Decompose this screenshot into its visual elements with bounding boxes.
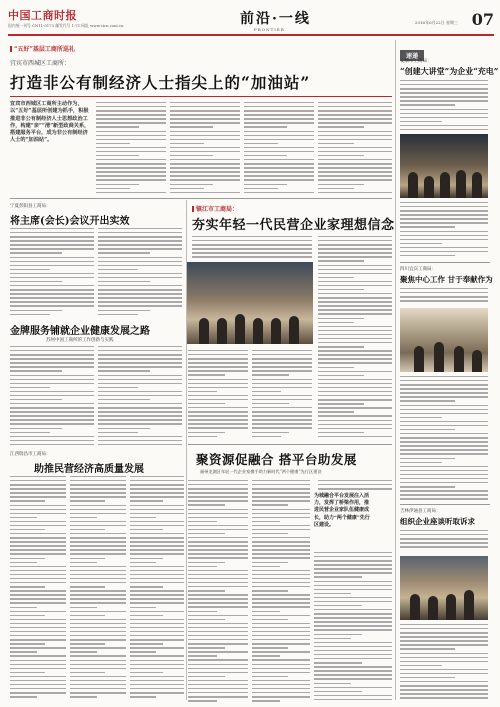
right-column-label-text: 速递 bbox=[400, 50, 424, 61]
section-divider-1 bbox=[10, 198, 392, 199]
section-title: 前沿·一线 bbox=[240, 11, 311, 27]
article4-body-col3 bbox=[130, 476, 184, 701]
main-kicker: “五好”基层工商所巡礼 bbox=[10, 44, 75, 53]
right-item1-body bbox=[400, 80, 488, 132]
article2-headline: 将主席(会长)会议开出实效 bbox=[10, 216, 130, 227]
masthead bbox=[8, 6, 494, 36]
article3-headline: 金牌服务铺就企业健康发展之路 bbox=[10, 326, 150, 337]
article5-kicker: 镇江市工商局： bbox=[192, 204, 238, 213]
pull-quote-text: 为城融合平台发展注入活力，发挥了桥梁作用，推进民营企业家队伍健康成长，助力“两个健康”先行区建设。 bbox=[314, 493, 370, 528]
right-item1-photo bbox=[400, 134, 488, 198]
main-headline: 打造非公有制经济人士指尖上的“加油站” bbox=[10, 73, 311, 92]
article2-body-col1 bbox=[10, 228, 94, 316]
right-item2-photo bbox=[400, 308, 488, 372]
right-item2-kicker: 四川宜宾工商局： bbox=[400, 267, 436, 272]
right-divider-2 bbox=[400, 504, 490, 505]
column-divider-right bbox=[395, 40, 396, 700]
article4-headline: 助推民营经济高质量发展 bbox=[34, 464, 144, 475]
section-divider-2 bbox=[188, 444, 392, 445]
right-item3-body-2 bbox=[400, 624, 488, 702]
main-lead bbox=[10, 101, 90, 179]
article3-subline: 苏州中国工商所的工作创新与实践 bbox=[46, 338, 114, 343]
right-item2-body bbox=[400, 288, 488, 306]
article3-body-col2 bbox=[98, 346, 182, 446]
main-lead-text: 宜宾市西城区工商所主动作为，以“五好”基层所创建为抓手，积极推进非公有制经济人士思想政治工作，构建“亲”“清”新型政商关系，搭建服务平台，成为非公有制经济人士的“加油站”。 bbox=[10, 101, 90, 144]
main-headline-intro: 宜宾市西城区工商所： bbox=[10, 60, 71, 67]
article6-body-col3-top bbox=[318, 480, 392, 492]
article4-body-col1 bbox=[10, 476, 66, 701]
article2-body-col2 bbox=[98, 228, 182, 316]
article5-photo bbox=[187, 262, 313, 344]
issue-date: 2016年6月22日 星期三 bbox=[414, 20, 458, 25]
right-divider-1 bbox=[400, 262, 490, 263]
headline-rule bbox=[10, 96, 392, 97]
article5-headline: 夯实年轻一代民营企业家理想信念 bbox=[192, 218, 395, 233]
right-item1-kicker: 安顺市工商局： bbox=[400, 59, 432, 64]
right-item3-headline: 组织企业座谈听取诉求 bbox=[400, 517, 475, 526]
main-body-col2 bbox=[170, 102, 240, 194]
article6-body-col2 bbox=[252, 480, 310, 702]
right-item3-photo bbox=[400, 556, 488, 620]
article4-kicker: 江西瑞昌市工商局： bbox=[10, 452, 51, 457]
paper-meta: 国内统一刊号 CN11-0173 邮发代号 1-71 网址 www.cicn.com.cn bbox=[8, 23, 124, 28]
article3-body-col1 bbox=[10, 346, 94, 446]
right-item3-body bbox=[400, 530, 488, 552]
right-item2-headline: 聚焦中心工作 甘于奉献作为 bbox=[400, 275, 493, 284]
main-headline-block bbox=[10, 58, 318, 93]
article6-body-col3 bbox=[314, 552, 392, 702]
main-body-col1 bbox=[96, 102, 166, 194]
article5-caption-top bbox=[192, 236, 312, 258]
article4-body-col2 bbox=[70, 476, 126, 701]
paper-name: 中国工商时报 bbox=[8, 9, 77, 22]
main-body-col4 bbox=[318, 102, 392, 194]
page-number: 07 bbox=[471, 10, 494, 29]
article6-headline: 聚资源促融合 搭平台助发展 bbox=[196, 452, 357, 467]
right-item2-body-2 bbox=[400, 376, 488, 500]
right-item1-body-2 bbox=[400, 202, 488, 258]
article6-body-col1 bbox=[188, 480, 248, 702]
article2-kicker: 宁夏彭阳县工商局： bbox=[10, 204, 51, 209]
article5-body-col1 bbox=[188, 350, 248, 440]
main-body-col3 bbox=[244, 102, 314, 194]
right-item3-kicker: 吉林伊通县工商局： bbox=[400, 509, 441, 514]
article5-body-col2 bbox=[252, 350, 312, 440]
article6-subline: 福州龙湖区年轻一代企业家携手助力新时代“两个健康”先行区建设 bbox=[200, 469, 322, 474]
right-column-label bbox=[400, 43, 492, 60]
right-item1-headline: “创建大讲堂”为企业“充电” bbox=[400, 66, 499, 76]
section-subtitle: FRONTIER bbox=[254, 27, 285, 32]
article5-body-col3 bbox=[318, 236, 392, 440]
pull-quote bbox=[314, 493, 372, 547]
